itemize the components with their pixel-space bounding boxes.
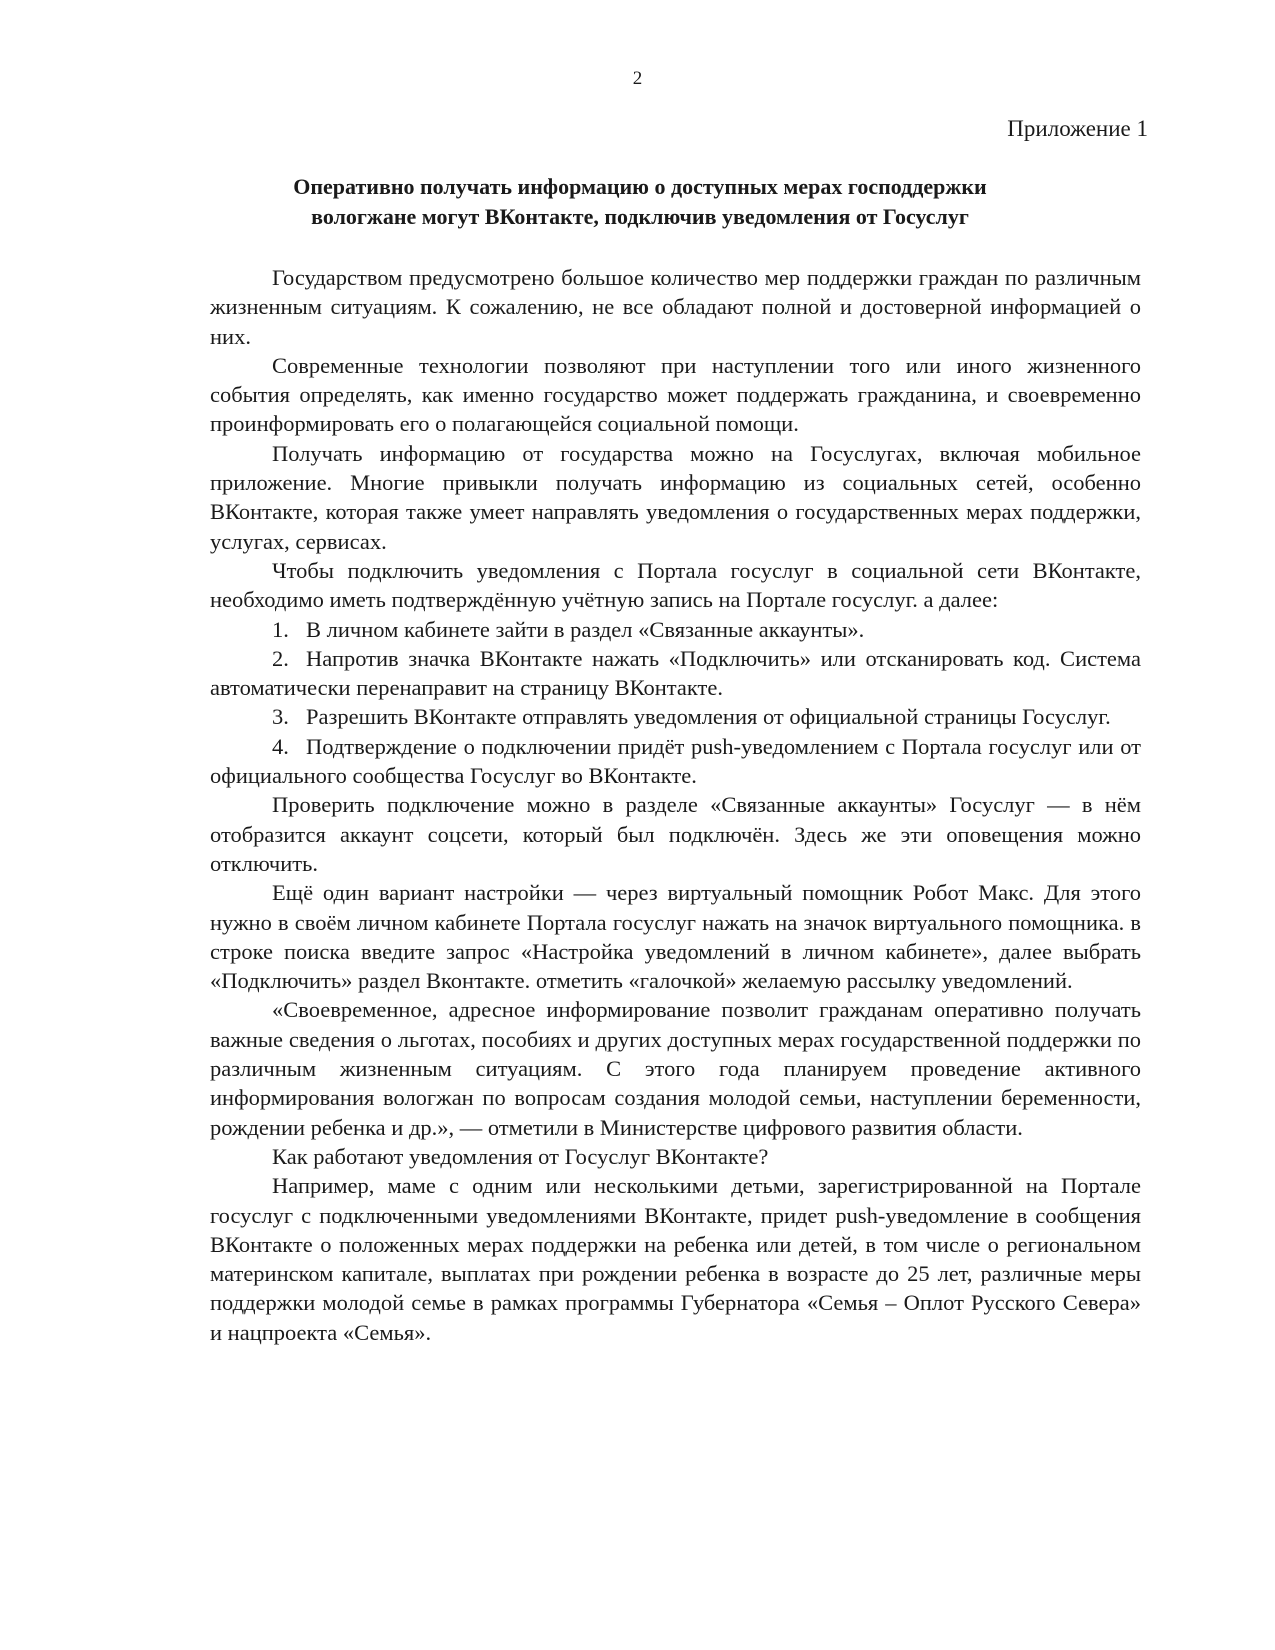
list-number: 4.	[272, 733, 289, 759]
list-item	[210, 644, 1141, 703]
list-item	[210, 732, 1141, 791]
list-text: Разрешить ВКонтакте отправлять уведомления от официальной страницы Госуслуг.	[306, 704, 1111, 730]
paragraph-gosuslugi: Получать информацию от государства можно на Госуслугах, включая мобильное приложение. Многие привыкли получать информацию из социальных сетей, особенно ВКонтакте, которая также умеет направлять уведомления о государственных мерах поддержки, услугах, сервисах.	[210, 440, 1141, 554]
paragraph-intro: Государством предусмотрено большое количество мер поддержки граждан по различным жизненным ситуациям. К сожалению, не все обладают полной и достоверной информацией о них.	[210, 265, 1141, 349]
appendix-label: Приложение 1	[1007, 116, 1148, 141]
list-number: 1.	[272, 616, 289, 642]
paragraph-subheading: Как работают уведомления от Госуслуг ВКонтакте?	[272, 1143, 769, 1169]
list-number: 3.	[272, 704, 289, 730]
document-title	[200, 172, 1080, 232]
paragraph-example: Например, маме с одним или несколькими детьми, зарегистрированной на Портале госуслуг с подключенными уведомлениями ВКонтакте, придет push-уведомление в сообщения ВКонтакте о положенных мерах поддержки на ребенка или детей, в том числе о региональном материнском капитале, выплатах при рождении ребенка в возрасте до 25 лет, различные меры поддержки молодой семье в рамках программы Губернатора «Семья – Оплот Русского Севера» и нацпроекта «Семья».	[210, 1173, 1141, 1345]
paragraph-ministry-quote: «Своевременное, адресное информирование позволит гражданам оперативно получать важные сведения о льготах, пособиях и других доступных мерах государственной поддержки по различным жизненным ситуациям. С этого года планируем проведение активного информирования вологжан по вопросам создания молодой семьи, наступлении беременности, рождении ребенка и др.», — отметили в Министерстве цифрового развития области.	[210, 997, 1141, 1140]
list-text: В личном кабинете зайти в раздел «Связанные аккаунты».	[306, 616, 865, 642]
title-line-2: вологжане могут ВКонтакте, подключив уведомления от Госуслуг	[311, 204, 969, 229]
list-item	[210, 615, 1141, 644]
title-line-1: Оперативно получать информацию о доступных мерах господдержки	[293, 174, 987, 199]
page-number: 2	[632, 68, 643, 89]
list-item	[210, 702, 1141, 731]
paragraph-how-to-connect: Чтобы подключить уведомления с Портала госуслуг в социальной сети ВКонтакте, необходимо иметь подтверждённую учётную запись на Портале госуслуг. а далее:	[210, 557, 1141, 613]
paragraph-robot-max: Ещё один вариант настройки — через виртуальный помощник Робот Макс. Для этого нужно в своём личном кабинете Портала госуслуг нажать на значок виртуального помощника. в строке поиска введите запрос «Настройка уведомлений в личном кабинете», далее выбрать «Подключить» раздел Вконтакте. отметить «галочкой» желаемую рассылку уведомлений.	[210, 880, 1141, 994]
list-number: 2.	[272, 645, 289, 671]
list-text: Напротив значка ВКонтакте нажать «Подключить» или отсканировать код. Система автоматически перенаправит на страницу ВКонтакте.	[210, 645, 1141, 701]
document-body	[210, 263, 1141, 1347]
paragraph-technologies: Современные технологии позволяют при наступлении того или иного жизненного события определять, как именно государство может поддержать гражданина, и своевременно проинформировать его о полагающейся социальной помощи.	[210, 352, 1141, 437]
list-text: Подтверждение о подключении придёт push-уведомлением с Портала госуслуг или от официального сообщества Госуслуг во ВКонтакте.	[210, 733, 1141, 789]
paragraph-check-connection: Проверить подключение можно в разделе «Связанные аккаунты» Госуслуг — в нём отобразится аккаунт соцсети, который был подключён. Здесь же эти оповещения можно отключить.	[210, 792, 1141, 876]
